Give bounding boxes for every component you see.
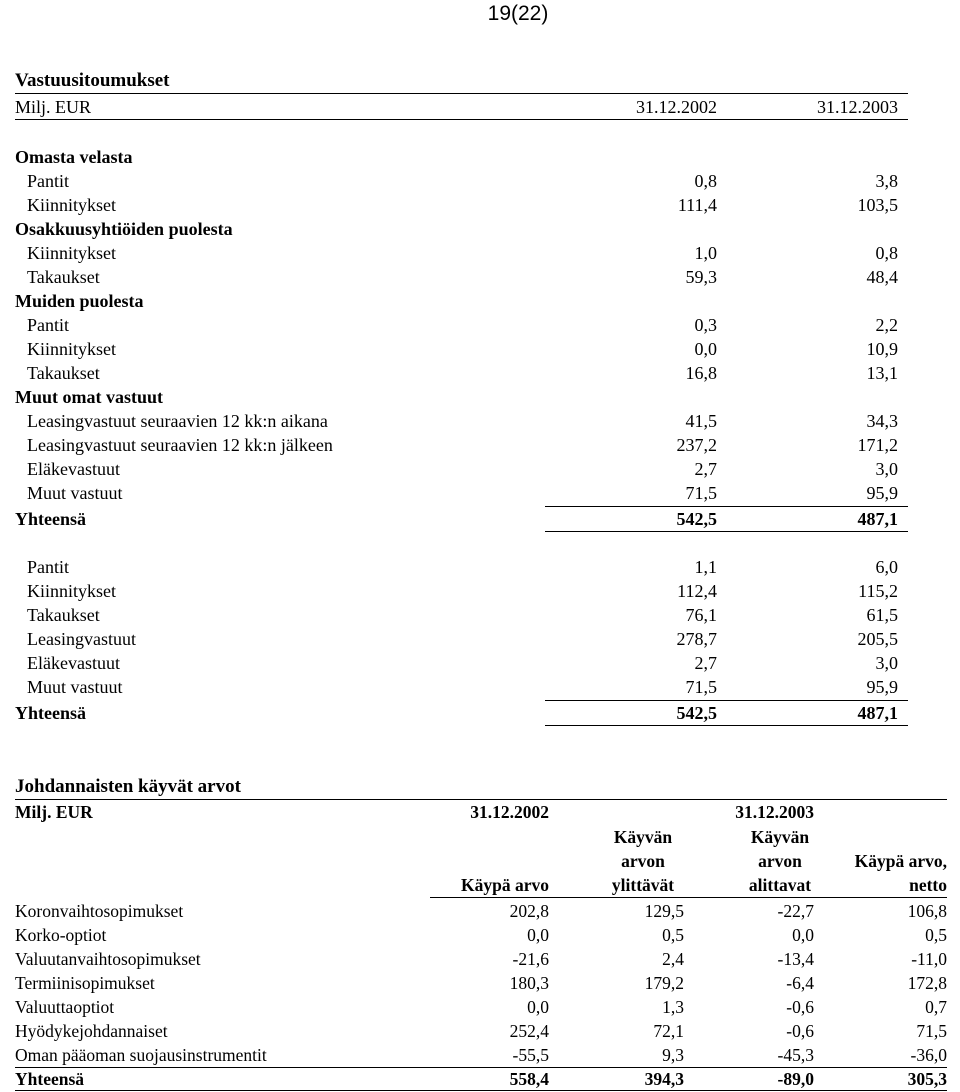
row-value-2002: 237,2 bbox=[676, 435, 717, 455]
group-heading: Osakkuusyhtiöiden puolesta bbox=[15, 219, 233, 239]
fair-value: 252,4 bbox=[509, 1021, 549, 1041]
summary-value-2003: 61,5 bbox=[866, 605, 898, 625]
summary-label: Eläkevastuut bbox=[27, 653, 120, 673]
derivative-label: Termiinisopimukset bbox=[15, 973, 155, 993]
total-label: Yhteensä bbox=[15, 703, 86, 723]
derivative-label: Oman pääoman suojausinstrumentit bbox=[15, 1045, 267, 1065]
summary-value-2003: 6,0 bbox=[875, 557, 898, 577]
row-label: Muut vastuut bbox=[27, 483, 123, 503]
row-value-2003: 3,0 bbox=[875, 459, 898, 479]
summary-label: Leasingvastuut bbox=[27, 629, 136, 649]
fair-value: 202,8 bbox=[509, 901, 549, 921]
total-rule bbox=[15, 1090, 947, 1091]
summary-value-2002: 1,1 bbox=[694, 557, 717, 577]
header-fair-value: Käypä arvo bbox=[461, 875, 549, 895]
row-label: Leasingvastuut seuraavien 12 kk:n jälkeen bbox=[27, 435, 333, 455]
negative-value: -0,6 bbox=[786, 1021, 814, 1041]
total-label: Yhteensä bbox=[15, 1069, 85, 1089]
row-value-2002: 0,8 bbox=[694, 171, 717, 191]
net-value: 71,5 bbox=[916, 1021, 947, 1041]
positive-value: 1,3 bbox=[662, 997, 684, 1017]
negative-value: -13,4 bbox=[777, 949, 814, 969]
derivative-label: Korko-optiot bbox=[15, 925, 107, 945]
row-value-2002: 0,0 bbox=[694, 339, 717, 359]
header-net-line1: Käypä arvo, bbox=[854, 851, 947, 871]
derivative-label: Valuuttaoptiot bbox=[15, 997, 115, 1017]
row-value-2002: 71,5 bbox=[685, 483, 717, 503]
total-value-2003: 487,1 bbox=[857, 703, 898, 723]
row-value-2003: 34,3 bbox=[866, 411, 898, 431]
derivatives-title: Johdannaisten käyvät arvot bbox=[15, 776, 241, 797]
derivative-label: Koronvaihtosopimukset bbox=[15, 901, 184, 921]
commitments-col2-header: 31.12.2003 bbox=[817, 97, 898, 117]
summary-value-2003: 3,0 bbox=[875, 653, 898, 673]
date-2002-header: 31.12.2002 bbox=[470, 802, 549, 822]
group-heading: Omasta velasta bbox=[15, 147, 133, 167]
row-value-2003: 103,5 bbox=[857, 195, 898, 215]
negative-value: -6,4 bbox=[786, 973, 814, 993]
total-fair-value: 558,4 bbox=[509, 1069, 549, 1089]
row-value-2003: 10,9 bbox=[866, 339, 898, 359]
negative-value: 0,0 bbox=[792, 925, 814, 945]
commitments-unit: Milj. EUR bbox=[15, 97, 92, 117]
row-label: Kiinnitykset bbox=[27, 195, 116, 215]
positive-value: 72,1 bbox=[653, 1021, 684, 1041]
row-value-2003: 3,8 bbox=[875, 171, 898, 191]
summary-value-2002: 76,1 bbox=[685, 605, 717, 625]
total-rule bbox=[545, 531, 908, 532]
row-value-2003: 95,9 bbox=[866, 483, 898, 503]
row-label: Takaukset bbox=[27, 363, 100, 383]
row-value-2002: 111,4 bbox=[677, 195, 717, 215]
total-label: Yhteensä bbox=[15, 509, 86, 529]
derivative-label: Hyödykejohdannaiset bbox=[15, 1021, 168, 1041]
net-value: 172,8 bbox=[907, 973, 947, 993]
header-top-rule bbox=[15, 93, 908, 94]
fair-value: 0,0 bbox=[527, 925, 549, 945]
date-2003-header: 31.12.2003 bbox=[735, 802, 814, 822]
summary-value-2002: 278,7 bbox=[676, 629, 717, 649]
header-positive-line3: ylittävät bbox=[611, 875, 675, 895]
header-bottom-rule bbox=[430, 897, 947, 898]
negative-value: -22,7 bbox=[777, 901, 814, 921]
positive-value: 129,5 bbox=[644, 901, 684, 921]
derivatives-unit: Milj. EUR bbox=[15, 802, 93, 822]
row-label: Leasingvastuut seuraavien 12 kk:n aikana bbox=[27, 411, 328, 431]
positive-value: 9,3 bbox=[662, 1045, 684, 1065]
row-value-2002: 1,0 bbox=[694, 243, 717, 263]
header-positive-line1: Käyvän bbox=[613, 827, 673, 847]
row-value-2003: 13,1 bbox=[866, 363, 898, 383]
row-label: Kiinnitykset bbox=[27, 243, 116, 263]
header-bottom-rule bbox=[15, 119, 908, 120]
positive-value: 2,4 bbox=[662, 949, 684, 969]
row-value-2003: 171,2 bbox=[857, 435, 898, 455]
fair-value: 0,0 bbox=[527, 997, 549, 1017]
row-value-2002: 59,3 bbox=[685, 267, 717, 287]
negative-value: -45,3 bbox=[777, 1045, 814, 1065]
summary-value-2002: 71,5 bbox=[685, 677, 717, 697]
total-rule bbox=[545, 725, 908, 726]
page-number: 19(22) bbox=[487, 2, 549, 25]
row-label: Pantit bbox=[27, 315, 70, 335]
total-value-2002: 542,5 bbox=[676, 703, 717, 723]
net-value: -36,0 bbox=[910, 1045, 947, 1065]
header-negative-line3: alittavat bbox=[748, 875, 812, 895]
summary-value-2003: 95,9 bbox=[866, 677, 898, 697]
row-value-2002: 16,8 bbox=[685, 363, 717, 383]
total-value-2002: 542,5 bbox=[676, 509, 717, 529]
group-heading: Muiden puolesta bbox=[15, 291, 144, 311]
total-value-2003: 487,1 bbox=[857, 509, 898, 529]
total-positive-value: 394,3 bbox=[644, 1069, 684, 1089]
summary-value-2003: 115,2 bbox=[858, 581, 898, 601]
header-negative-line1: Käyvän bbox=[750, 827, 810, 847]
total-net-value: 305,3 bbox=[907, 1069, 947, 1089]
negative-value: -0,6 bbox=[786, 997, 814, 1017]
fair-value: 180,3 bbox=[509, 973, 549, 993]
commitments-title: Vastuusitoumukset bbox=[15, 70, 170, 91]
commitments-col1-header: 31.12.2002 bbox=[636, 97, 717, 117]
net-value: 106,8 bbox=[907, 901, 947, 921]
derivative-label: Valuutanvaihtosopimukset bbox=[15, 949, 201, 969]
fair-value: -55,5 bbox=[512, 1045, 549, 1065]
header-net-line2: netto bbox=[909, 875, 947, 895]
summary-value-2002: 112,4 bbox=[677, 581, 717, 601]
summary-label: Pantit bbox=[27, 557, 70, 577]
row-label: Takaukset bbox=[27, 267, 100, 287]
total-negative-value: -89,0 bbox=[777, 1069, 814, 1089]
summary-value-2003: 205,5 bbox=[857, 629, 898, 649]
summary-label: Takaukset bbox=[27, 605, 100, 625]
net-value: 0,5 bbox=[925, 925, 947, 945]
header-positive-line2: arvon bbox=[621, 851, 665, 871]
row-value-2003: 0,8 bbox=[875, 243, 898, 263]
positive-value: 0,5 bbox=[662, 925, 684, 945]
summary-label: Kiinnitykset bbox=[27, 581, 116, 601]
net-value: 0,7 bbox=[925, 997, 947, 1017]
group-heading: Muut omat vastuut bbox=[15, 387, 164, 407]
positive-value: 179,2 bbox=[644, 973, 684, 993]
row-label: Eläkevastuut bbox=[27, 459, 120, 479]
summary-value-2002: 2,7 bbox=[694, 653, 717, 673]
row-value-2002: 2,7 bbox=[694, 459, 717, 479]
summary-label: Muut vastuut bbox=[27, 677, 123, 697]
net-value: -11,0 bbox=[911, 949, 947, 969]
row-value-2003: 2,2 bbox=[875, 315, 898, 335]
row-value-2002: 41,5 bbox=[685, 411, 717, 431]
row-value-2003: 48,4 bbox=[866, 267, 898, 287]
header-negative-line2: arvon bbox=[758, 851, 802, 871]
row-label: Kiinnitykset bbox=[27, 339, 116, 359]
row-value-2002: 0,3 bbox=[694, 315, 717, 335]
fair-value: -21,6 bbox=[512, 949, 549, 969]
row-label: Pantit bbox=[27, 171, 70, 191]
